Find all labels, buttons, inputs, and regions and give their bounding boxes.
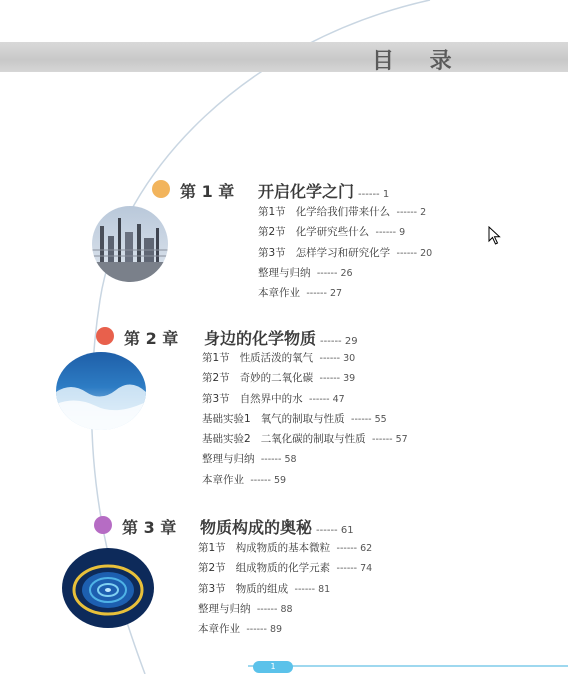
toc-entry[interactable]: 第1节 性质活泼的氧气 ------ 30 <box>202 352 356 364</box>
chapter-3-title[interactable]: 物质构成的奥秘 ------ 61 <box>200 518 354 537</box>
chapter-1-title[interactable]: 开启化学之门 ------ 1 <box>258 182 390 201</box>
toc-entry[interactable]: 基础实验1 氧气的制取与性质 ------ 55 <box>202 412 387 425</box>
chapter-3-contents <box>198 538 372 639</box>
chapter-1-industrial-plant-image <box>92 206 168 282</box>
toc-entry[interactable]: 第3节 自然界中的水 ------ 47 <box>202 392 345 405</box>
mouse-cursor-icon <box>488 226 502 246</box>
footer-rule <box>248 665 568 667</box>
toc-entry[interactable]: 基础实验2 二氧化碳的制取与性质 ------ 57 <box>202 433 408 446</box>
chapter-3-title-text: 物质构成的奥秘 <box>200 518 313 537</box>
chapter-2-bullet-icon <box>96 327 114 345</box>
toc-entry[interactable]: 本章作业 ------ 27 <box>258 287 343 300</box>
chapter-2-number: 第 2 章 <box>124 329 179 348</box>
toc-entry[interactable]: 本章作业 ------ 59 <box>202 473 287 486</box>
chapter-1-number: 第 1 章 <box>180 182 235 201</box>
toc-entry[interactable]: 第3节 怎样学习和研究化学 ------ 20 <box>258 246 433 259</box>
toc-entry[interactable]: 整理与归纳 ------ 88 <box>198 602 293 615</box>
toc-entry[interactable]: 第1节 构成物质的基本微粒 ------ 62 <box>198 542 373 554</box>
chapter-1-title-text: 开启化学之门 <box>258 182 355 201</box>
chapter-2-page: 29 <box>344 336 358 347</box>
chapter-3-number: 第 3 章 <box>122 518 177 537</box>
chapter-2-title-text: 身边的化学物质 <box>204 329 317 348</box>
toc-entry[interactable]: 第3节 物质的组成 ------ 81 <box>198 582 331 595</box>
chapter-1-bullet-icon <box>152 180 170 198</box>
chapter-3-page: 61 <box>340 525 354 536</box>
toc-entry[interactable]: 第1节 化学给我们带来什么 ------ 2 <box>258 206 427 218</box>
toc-entry[interactable]: 本章作业 ------ 89 <box>198 623 283 636</box>
page-title: 目 录 <box>372 49 466 74</box>
chapter-3-atom-ring-image <box>62 548 154 628</box>
toc-entry[interactable]: 第2节 化学研究些什么 ------ 9 <box>258 226 406 239</box>
toc-entry[interactable]: 整理与归纳 ------ 26 <box>258 266 353 279</box>
chapter-2-title[interactable]: 身边的化学物质 ------ 29 <box>204 329 358 348</box>
chapter-2-ocean-wave-image <box>56 352 146 430</box>
toc-entry[interactable]: 第2节 组成物质的化学元素 ------ 74 <box>198 562 373 575</box>
chapter-1-contents <box>258 202 432 303</box>
toc-entry[interactable]: 整理与归纳 ------ 58 <box>202 453 297 466</box>
chapter-2-contents <box>202 348 408 490</box>
page-number: 1 <box>253 661 293 673</box>
chapter-1-page: 1 <box>382 189 390 200</box>
toc-entry[interactable]: 第2节 奇妙的二氧化碳 ------ 39 <box>202 372 356 385</box>
header-band <box>0 42 568 72</box>
chapter-3-bullet-icon <box>94 516 112 534</box>
